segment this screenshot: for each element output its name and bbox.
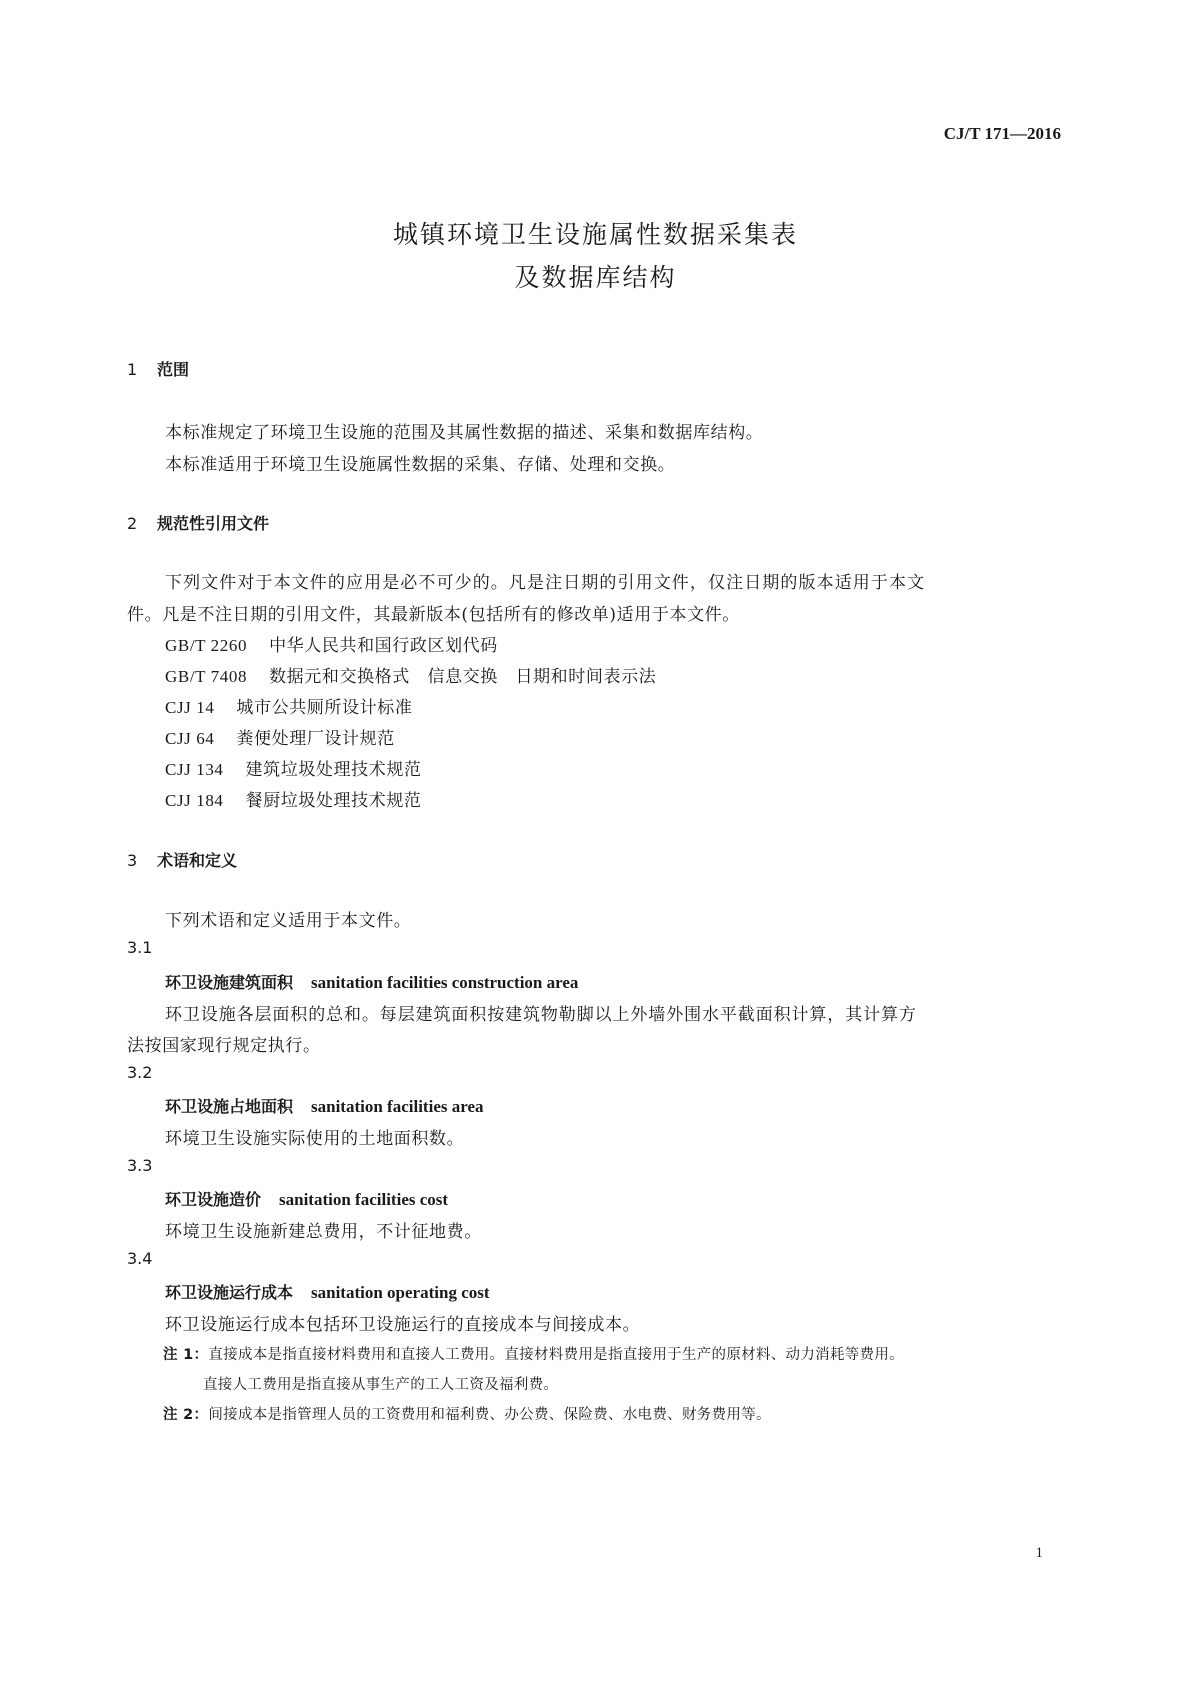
section-number: 2 — [127, 514, 138, 533]
paragraph: 下列术语和定义适用于本文件。 — [165, 911, 412, 931]
term-english: sanitation facilities construction area — [311, 973, 579, 992]
paragraph: 本标准适用于环境卫生设施属性数据的采集、存储、处理和交换。 — [165, 455, 676, 475]
reference-code: GB/T 7408 — [165, 667, 248, 686]
reference-title: 数据元和交换格式 信息交换 日期和时间表示法 — [269, 667, 657, 687]
subsection-number: 3.3 — [127, 1156, 153, 1175]
document-title-line2: 及数据库结构 — [514, 263, 677, 292]
reference-item — [165, 662, 656, 687]
reference-item — [165, 724, 395, 749]
reference-code: GB/T 2260 — [165, 636, 248, 655]
reference-code: CJJ 64 — [165, 729, 215, 748]
section-2-heading — [127, 511, 269, 534]
subsection-number: 3.2 — [127, 1063, 153, 1082]
paragraph: 本标准规定了环境卫生设施的范围及其属性数据的描述、采集和数据库结构。 — [165, 423, 764, 443]
term-english: sanitation operating cost — [311, 1283, 490, 1302]
note-1-continuation: 直接人工费用是指直接从事生产的工人工资及福利费。 — [203, 1377, 559, 1393]
term-heading — [165, 1094, 484, 1117]
term-chinese: 环卫设施造价 — [165, 1190, 262, 1209]
term-english: sanitation facilities area — [311, 1097, 484, 1116]
note-2 — [163, 1403, 771, 1424]
term-definition: 环境卫生设施实际使用的土地面积数。 — [165, 1129, 465, 1149]
reference-item — [165, 631, 498, 656]
term-definition: 环境卫生设施新建总费用，不计征地费。 — [165, 1222, 482, 1242]
term-chinese: 环卫设施运行成本 — [165, 1283, 294, 1302]
note-text: 直接成本是指直接材料费用和直接人工费用。直接材料费用是指直接用于生产的原材料、动力消耗等费用。 — [208, 1347, 904, 1363]
subsection-number: 3.4 — [127, 1249, 153, 1268]
reference-title: 餐厨垃圾处理技术规范 — [245, 791, 422, 811]
reference-title: 粪便处理厂设计规范 — [236, 729, 395, 749]
section-title: 术语和定义 — [157, 851, 238, 870]
note-text: 间接成本是指管理人员的工资费用和福利费、办公费、保险费、水电费、财务费用等。 — [208, 1407, 771, 1423]
standard-code: CJ/T 171—2016 — [943, 124, 1061, 143]
term-definition: 环卫设施运行成本包括环卫设施运行的直接成本与间接成本。 — [165, 1315, 641, 1335]
reference-code: CJJ 184 — [165, 791, 224, 810]
section-title: 规范性引用文件 — [157, 514, 270, 533]
note-1 — [163, 1343, 904, 1364]
note-label: 注 2： — [163, 1407, 209, 1423]
term-definition: 环卫设施各层面积的总和。每层建筑面积按建筑物勒脚以上外墙外围水平截面积计算，其计算方 — [165, 1005, 917, 1025]
term-heading — [165, 1187, 448, 1210]
section-number: 1 — [127, 360, 138, 379]
term-heading — [165, 1280, 490, 1303]
section-title: 范围 — [157, 360, 190, 379]
reference-title: 中华人民共和国行政区划代码 — [269, 636, 498, 656]
page-number: 1 — [1035, 1545, 1043, 1561]
note-label: 注 1： — [163, 1347, 209, 1363]
reference-item — [165, 786, 422, 811]
paragraph: 件。凡是不注日期的引用文件，其最新版本(包括所有的修改单)适用于本文件。 — [127, 605, 740, 625]
term-english: sanitation facilities cost — [279, 1190, 449, 1209]
reference-title: 建筑垃圾处理技术规范 — [245, 760, 422, 780]
term-heading — [165, 970, 578, 993]
reference-code: CJJ 134 — [165, 760, 224, 779]
document-title-line1: 城镇环境卫生设施属性数据采集表 — [392, 220, 798, 249]
section-number: 3 — [127, 851, 138, 870]
section-1-heading — [127, 357, 189, 380]
term-chinese: 环卫设施占地面积 — [165, 1097, 294, 1116]
reference-code: CJJ 14 — [165, 698, 215, 717]
term-definition: 法按国家现行规定执行。 — [127, 1036, 321, 1056]
reference-item — [165, 693, 412, 718]
paragraph: 下列文件对于本文件的应用是必不可少的。凡是注日期的引用文件，仅注日期的版本适用于本文 — [165, 573, 926, 593]
reference-title: 城市公共厕所设计标准 — [236, 698, 413, 718]
section-3-heading — [127, 848, 237, 871]
term-chinese: 环卫设施建筑面积 — [165, 973, 294, 992]
reference-item — [165, 755, 422, 780]
subsection-number: 3.1 — [127, 938, 153, 957]
